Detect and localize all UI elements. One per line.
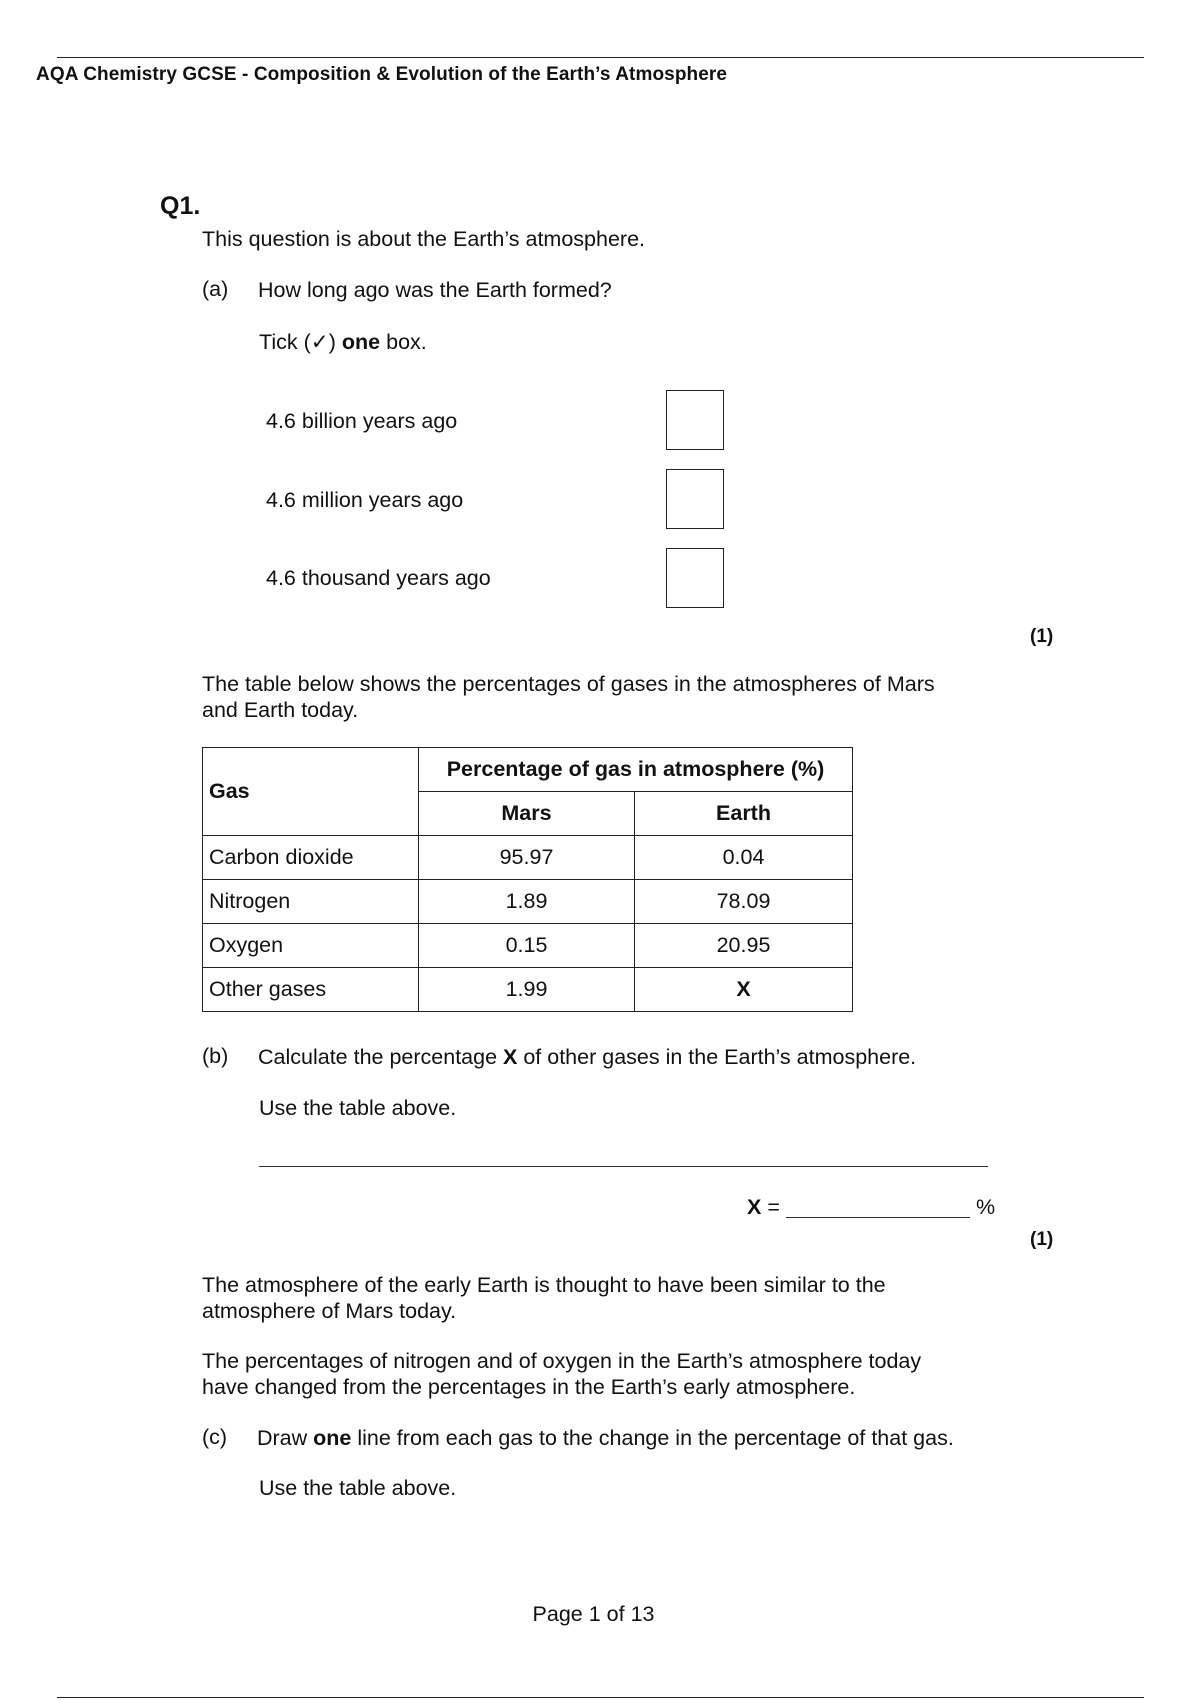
option-label-thousand: 4.6 thousand years ago: [266, 566, 491, 590]
option-label-billion: 4.6 billion years ago: [266, 409, 458, 433]
tick-box-billion[interactable]: [666, 390, 724, 450]
table-header-percentage: Percentage of gas in atmosphere (%): [419, 748, 853, 792]
cell-mars: 95.97: [419, 836, 635, 880]
part-a-label: (a): [202, 277, 229, 301]
tick-box-thousand[interactable]: [666, 548, 724, 608]
table-row: [203, 924, 853, 968]
cell-gas: Carbon dioxide: [203, 836, 419, 880]
part-c-instruction: Use the table above.: [259, 1476, 457, 1500]
document-header: AQA Chemistry GCSE - Composition & Evolution of the Earth’s Atmosphere: [36, 64, 728, 85]
cell-gas: Oxygen: [203, 924, 419, 968]
part-a-instruction: Tick (✓) one box.: [259, 330, 427, 354]
cell-earth: X: [635, 968, 853, 1012]
part-c-question: Draw one line from each gas to the change in the percentage of that gas.: [257, 1426, 954, 1450]
table-header-earth: Earth: [635, 792, 853, 836]
cell-earth: 20.95: [635, 924, 853, 968]
part-a-marks: (1): [1030, 626, 1054, 647]
top-rule: [57, 57, 1144, 58]
part-c-label: (c): [202, 1425, 228, 1449]
working-line[interactable]: [259, 1166, 988, 1167]
question-number: Q1.: [160, 192, 201, 220]
cell-gas: Other gases: [203, 968, 419, 1012]
cell-mars: 1.99: [419, 968, 635, 1012]
question-intro: This question is about the Earth’s atmosphere.: [202, 227, 645, 251]
page-number: Page 1 of 13: [532, 1602, 655, 1626]
cell-earth: 0.04: [635, 836, 853, 880]
table-row: [203, 968, 853, 1012]
early-atmosphere-text: The atmosphere of the early Earth is thought to have been similar to the atmosphere of Mars today.: [202, 1273, 886, 1323]
part-b-question: Calculate the percentage X of other gases in the Earth’s atmosphere.: [258, 1045, 917, 1069]
part-b-instruction: Use the table above.: [259, 1096, 457, 1120]
cell-gas: Nitrogen: [203, 880, 419, 924]
answer-label: X =: [747, 1195, 780, 1219]
table-row: [203, 880, 853, 924]
table-intro: The table below shows the percentages of gases in the atmospheres of Mars and Earth today.: [202, 672, 935, 722]
cell-mars: 0.15: [419, 924, 635, 968]
cell-mars: 1.89: [419, 880, 635, 924]
answer-unit: %: [976, 1195, 996, 1219]
change-text: The percentages of nitrogen and of oxygen in the Earth’s atmosphere today have changed from the percentages in the Earth’s early atmosphere.: [202, 1349, 922, 1399]
table-row: [203, 836, 853, 880]
table-header-gas: Gas: [203, 748, 419, 836]
table-header-mars: Mars: [419, 792, 635, 836]
part-b-label: (b): [202, 1044, 229, 1068]
answer-line[interactable]: [786, 1217, 970, 1218]
cell-earth: 78.09: [635, 880, 853, 924]
part-a-question: How long ago was the Earth formed?: [258, 278, 612, 302]
gas-percentage-table: [202, 747, 853, 1012]
option-label-million: 4.6 million years ago: [266, 488, 464, 512]
bottom-rule: [57, 1697, 1144, 1698]
tick-box-million[interactable]: [666, 469, 724, 529]
part-b-marks: (1): [1030, 1229, 1054, 1250]
